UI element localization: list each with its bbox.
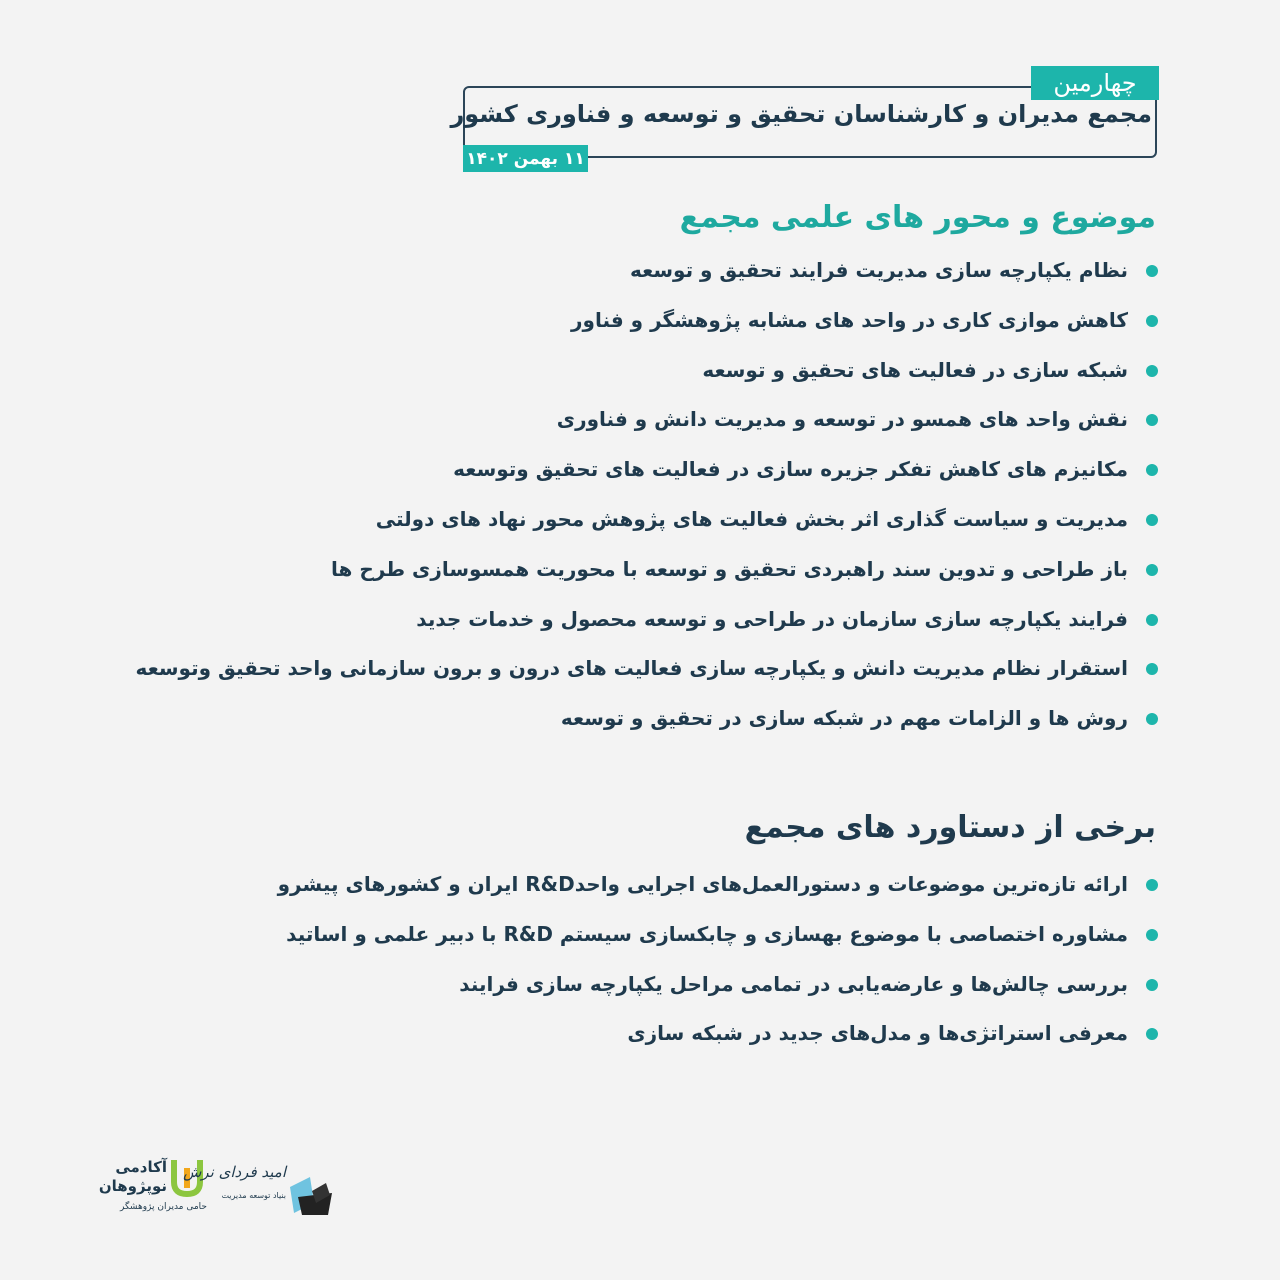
- achievements-list: [278, 869, 1158, 1068]
- list-item: [278, 1018, 1158, 1068]
- bullet-icon: [1146, 929, 1158, 941]
- foundation-signature: امید فردای نرش: [183, 1163, 286, 1181]
- list-item: [278, 969, 1158, 1019]
- academy-name-2: نوپژوهان: [98, 1177, 167, 1195]
- bullet-icon: [1146, 514, 1158, 526]
- list-item: [135, 404, 1158, 454]
- list-item: [135, 454, 1158, 504]
- list-item-text: بررسی چالش‌ها و عارضه‌یابی در تمامی مراحل یکپارچه سازی فرایند: [459, 971, 1128, 996]
- list-item-text: ارائه تازه‌ترین موضوعات و دستورالعمل‌های اجرایی واحدR&D ایران و کشورهای پیشرو: [277, 872, 1128, 896]
- list-item: [135, 255, 1158, 305]
- foundation-logo: [183, 1155, 334, 1220]
- bullet-icon: [1146, 365, 1158, 377]
- bullet-icon: [1146, 265, 1158, 277]
- list-item-text: نظام یکپارچه سازی مدیریت فرایند تحقیق و توسعه: [629, 258, 1128, 282]
- list-item-text: معرفی استراتژی‌ها و مدل‌های جدید در شبکه سازی: [627, 1021, 1128, 1046]
- list-item: [135, 604, 1158, 654]
- topics-section-title: موضوع و محور های علمی مجمع: [679, 200, 1156, 235]
- book-icon: [288, 1173, 334, 1217]
- list-item-text: کاهش موازی کاری در واحد های مشابه پژوهشگر و فناور: [571, 307, 1128, 332]
- topics-list: [135, 255, 1158, 753]
- list-item: [135, 504, 1158, 554]
- list-item-text: فرایند یکپارچه سازی سازمان در طراحی و توسعه محصول و خدمات جدید: [416, 606, 1128, 631]
- list-item-text: مدیریت و سیاست گذاری اثر بخش فعالیت های پژوهش محور نهاد های دولتی: [375, 506, 1128, 531]
- bullet-icon: [1146, 879, 1158, 891]
- event-title: مجمع مدیران و کارشناسان تحقیق و توسعه و فناوری کشور: [450, 100, 1152, 128]
- bullet-icon: [1146, 713, 1158, 725]
- date-tag: ۱۱ بهمن ۱۴۰۲: [463, 145, 588, 172]
- list-item-text: باز طراحی و تدوین سند راهبردی تحقیق و توسعه با محوریت همسوسازی طرح ها: [331, 556, 1128, 581]
- list-item-text: روش ها و الزامات مهم در شبکه سازی در تحقیق و توسعه: [560, 706, 1128, 731]
- list-item-text: نقش واحد های همسو در توسعه و مدیریت دانش و فناوری: [556, 407, 1128, 432]
- list-item: [278, 869, 1158, 919]
- list-item-text: مشاوره اختصاصی با موضوع بهسازی و چابکسازی سیستم R&D با دبیر علمی و اساتید: [286, 921, 1128, 946]
- achievements-section-title: برخی از دستاورد های مجمع: [744, 810, 1156, 845]
- bullet-icon: [1146, 979, 1158, 991]
- bullet-icon: [1146, 1028, 1158, 1040]
- list-item-text: استقرار نظام مدیریت دانش و یکپارچه سازی فعالیت های درون و برون سازمانی واحد تحقیق وتوسعه: [135, 656, 1128, 681]
- list-item: [135, 305, 1158, 355]
- edition-tag: چهارمین: [1031, 66, 1159, 100]
- list-item: [135, 554, 1158, 604]
- bullet-icon: [1146, 464, 1158, 476]
- list-item: [135, 355, 1158, 405]
- list-item: [135, 653, 1158, 703]
- foundation-tagline: بنیاد توسعه مدیریت: [221, 1191, 286, 1200]
- academy-tagline: حامی مدیران پژوهشگر: [119, 1202, 207, 1212]
- bullet-icon: [1146, 315, 1158, 327]
- bullet-icon: [1146, 414, 1158, 426]
- list-item: [278, 919, 1158, 969]
- bullet-icon: [1146, 614, 1158, 626]
- bullet-icon: [1146, 564, 1158, 576]
- academy-name: آکادمی: [115, 1158, 167, 1176]
- list-item-text: مکانیزم های کاهش تفکر جزیره سازی در فعالیت های تحقیق وتوسعه: [453, 457, 1128, 482]
- bullet-icon: [1146, 663, 1158, 675]
- list-item-text: شبکه سازی در فعالیت های تحقیق و توسعه: [702, 357, 1128, 382]
- list-item: [135, 703, 1158, 753]
